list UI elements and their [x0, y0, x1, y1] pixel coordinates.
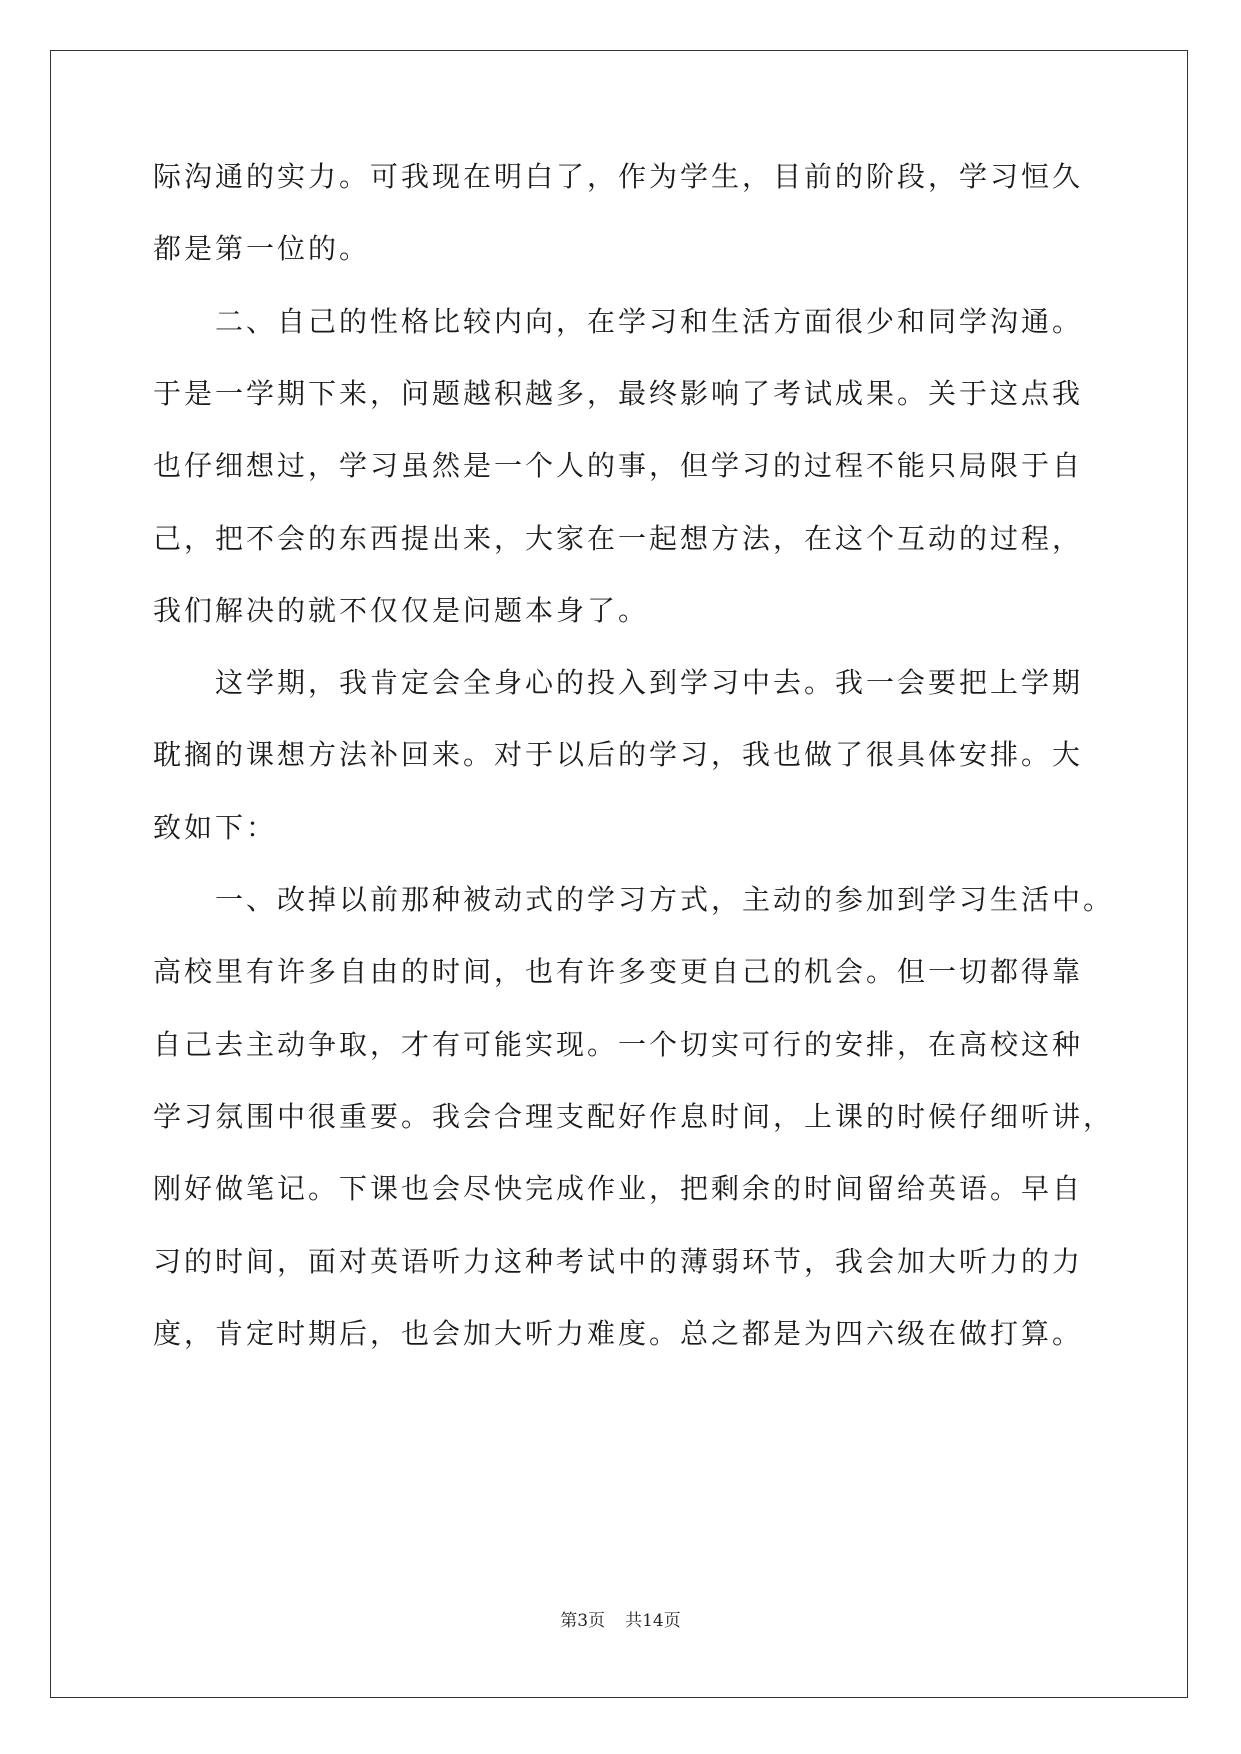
page-number: 第3页: [560, 1611, 606, 1631]
page-border: [50, 50, 1188, 1698]
text-line: 际沟通的实力。可我现在明白了，作为学生，目前的阶段，学习恒久: [153, 160, 1084, 193]
text-line: 致如下：: [153, 810, 278, 844]
text-line: 学习氛围中很重要。我会合理支配好作息时间，上课的时候仔细听讲，: [153, 1099, 1115, 1133]
text-line: 习的时间，面对英语听力这种考试中的薄弱环节，我会加大听力的力: [153, 1244, 1084, 1278]
text-line: 自己去主动争取，才有可能实现。一个切实可行的安排，在高校这种: [153, 1027, 1084, 1061]
text-line: 度，肯定时期后，也会加大听力难度。总之都是为四六级在做打算。: [153, 1316, 1084, 1350]
text-line: 都是第一位的。: [153, 232, 371, 266]
text-line: 我们解决的就不仅仅是问题本身了。: [153, 593, 650, 627]
text-line: 这学期，我肯定会全身心的投入到学习中去。我一会要把上学期: [215, 666, 1084, 700]
text-line: 一、改掉以前那种被动式的学习方式，主动的参加到学习生活中。: [215, 883, 1115, 916]
page-footer: [0, 1606, 1241, 1631]
text-line: 于是一学期下来，问题越积越多，最终影响了考试成果。关于这点我: [153, 376, 1084, 410]
text-line: 刚好做笔记。下课也会尽快完成作业，把剩余的时间留给英语。早自: [153, 1172, 1084, 1206]
text-line: 高校里有许多自由的时间，也有许多变更自己的机会。但一切都得靠: [153, 955, 1084, 989]
text-line: 也仔细想过，学习虽然是一个人的事，但学习的过程不能只局限于自: [153, 449, 1084, 483]
text-line: 耽搁的课想方法补回来。对于以后的学习，我也做了很具体安排。大: [153, 738, 1084, 772]
text-line: 己，把不会的东西提出来，大家在一起想方法，在这个互动的过程，: [153, 521, 1084, 555]
text-line: 二、自己的性格比较内向，在学习和生活方面很少和同学沟通。: [215, 304, 1084, 338]
page-total: 共14页: [625, 1611, 681, 1631]
